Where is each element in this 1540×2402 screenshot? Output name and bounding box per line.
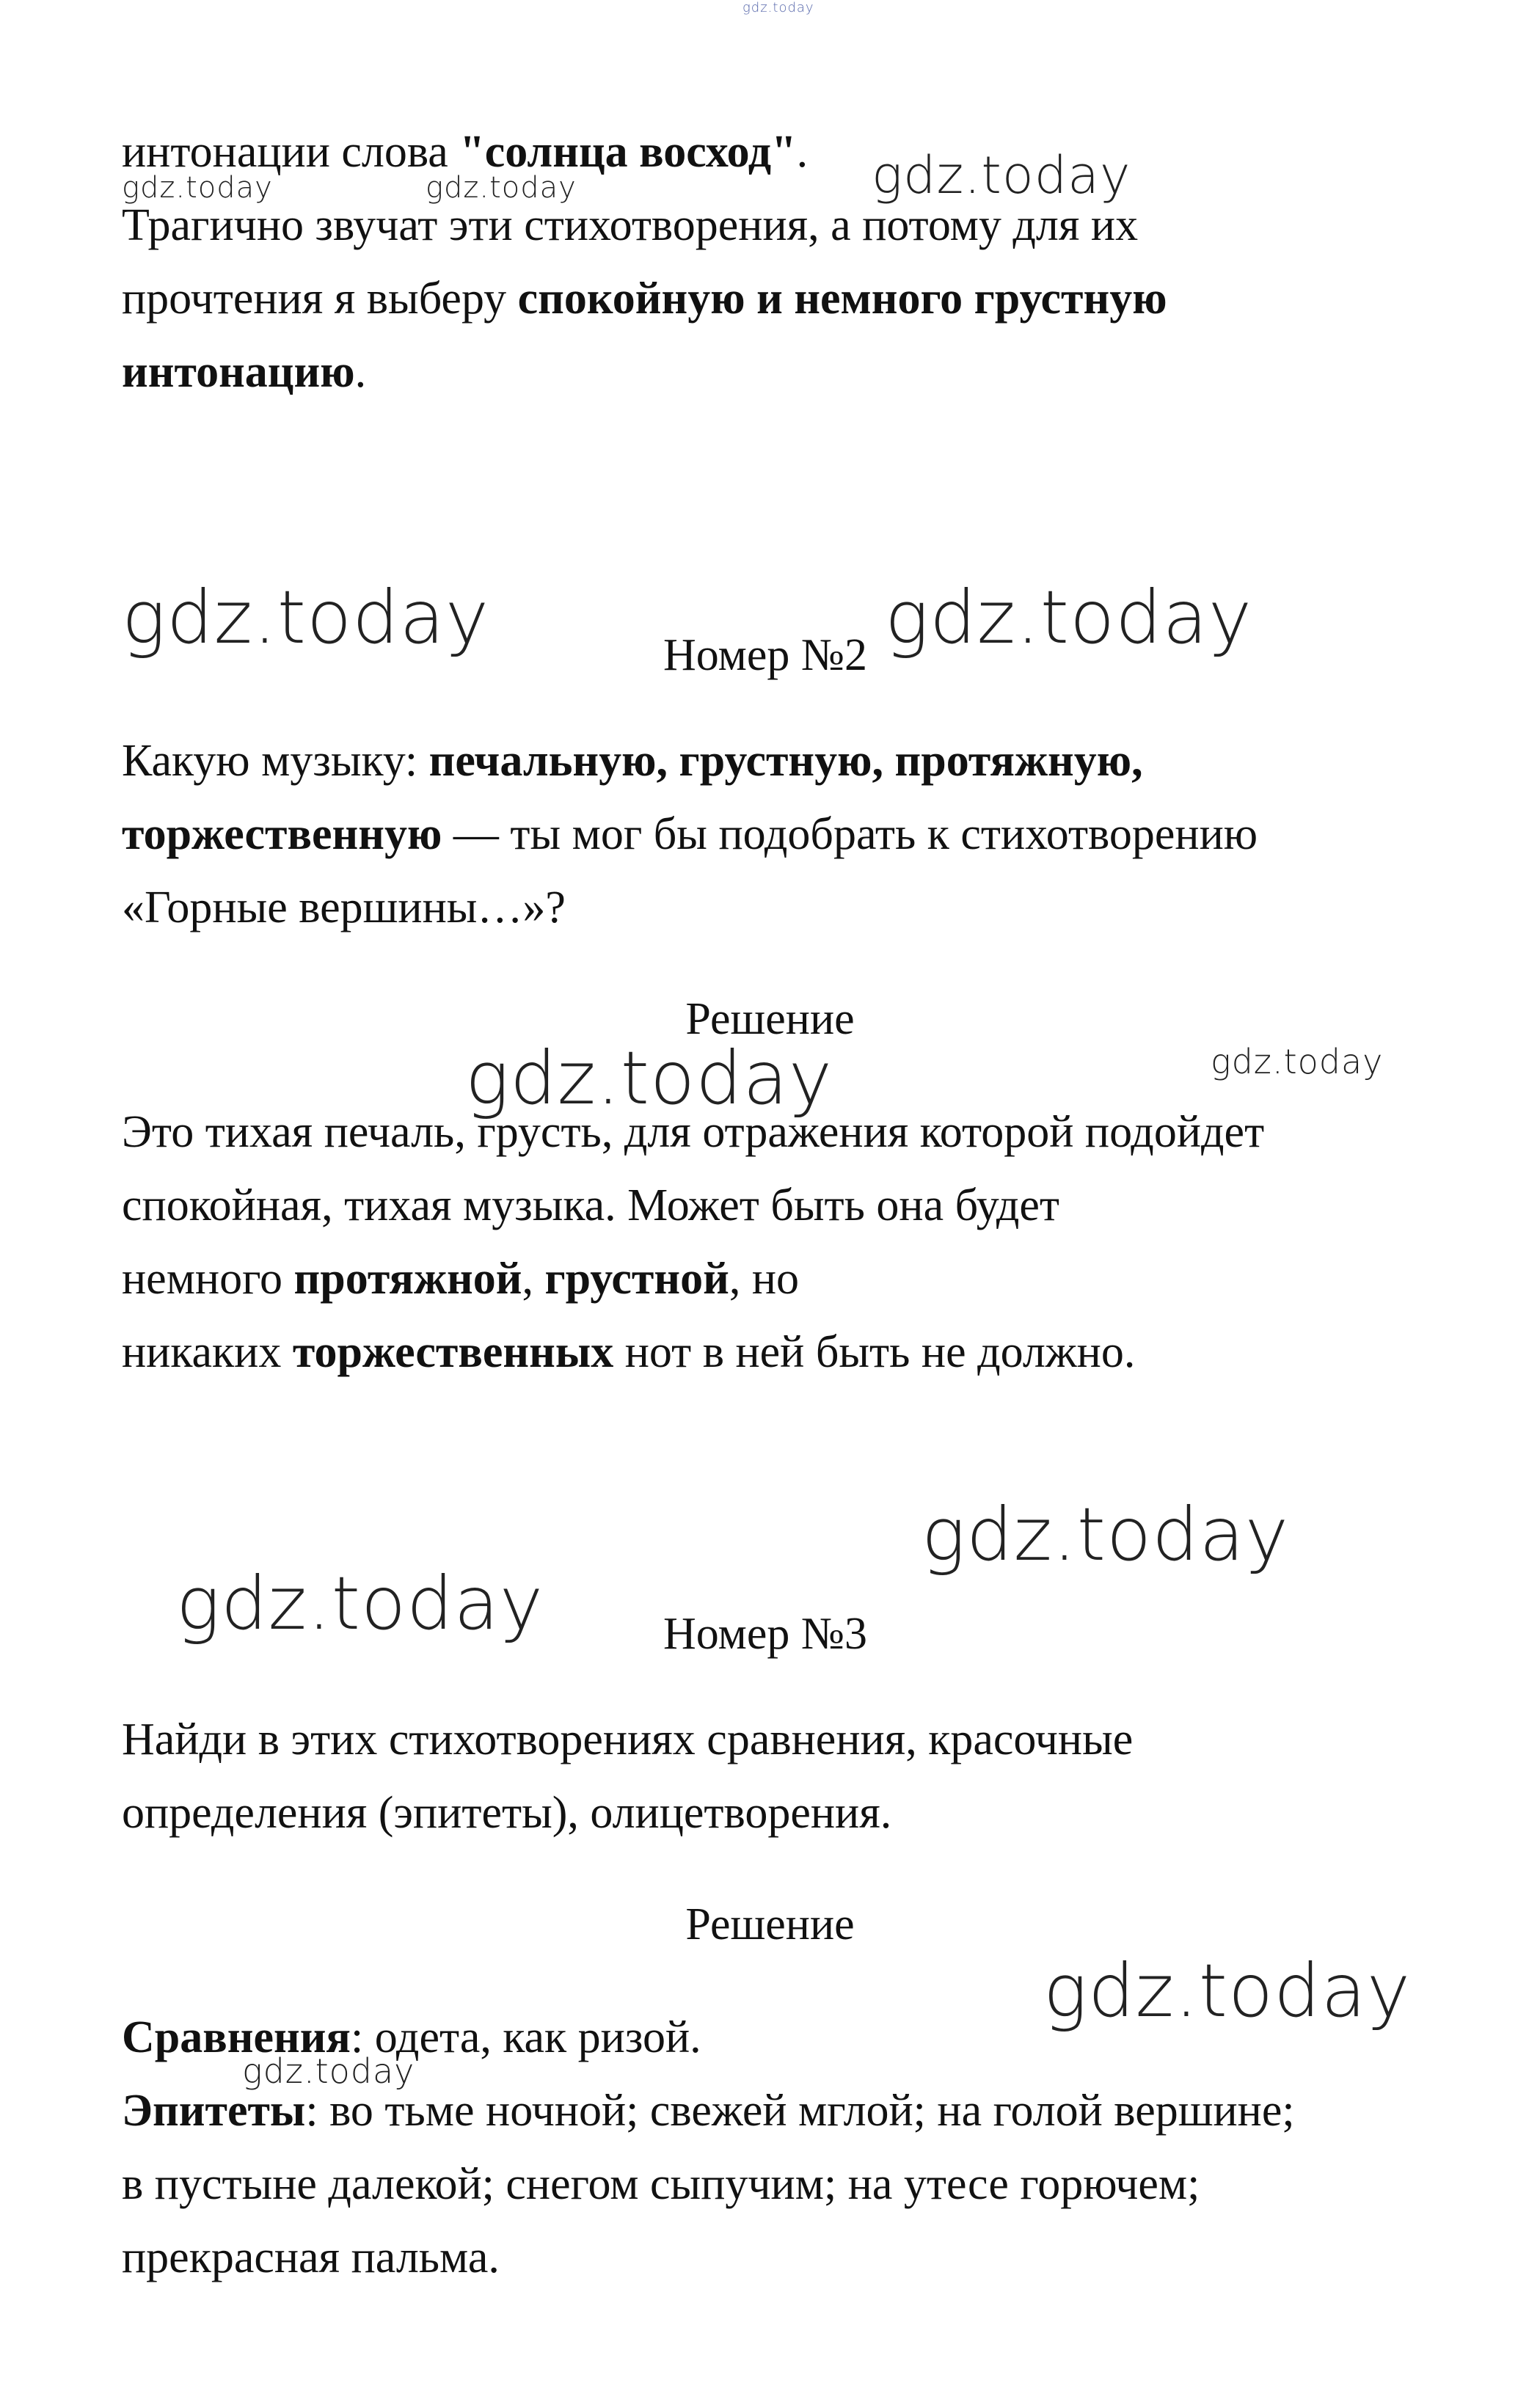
task3-answer-line-3: в пустыне далекой; снегом сыпучим; на утесе горючем; [122, 2159, 1200, 2209]
task3-question-line-2: определения (эпитеты), олицетворения. [122, 1788, 892, 1838]
task2-question-line-1: Какую музыку: печальную, грустную, протяжную, [122, 736, 1143, 786]
watermark: gdz.today [1211, 1042, 1384, 1081]
intro-line-1: интонации слова "солнца восход". [122, 127, 809, 177]
watermark: gdz.today [426, 171, 577, 205]
task3-answer-line-1: Сравнения: одета, как ризой. [122, 2012, 701, 2062]
task2-solution-label: Решение [685, 994, 855, 1044]
watermark: gdz.today [922, 1492, 1290, 1577]
task2-heading: Номер №2 [663, 630, 868, 680]
task3-heading: Номер №3 [663, 1609, 868, 1659]
watermark: gdz.today [176, 1560, 544, 1646]
watermark: gdz.today [122, 171, 273, 205]
watermark: gdz.today [885, 574, 1253, 660]
task2-answer-line-4: никаких торжественных нот в ней быть не должно. [122, 1327, 1136, 1377]
watermark: gdz.today [242, 2051, 415, 2091]
task2-answer-line-1: Это тихая печаль, грусть, для отражения которой подойдет [122, 1107, 1265, 1157]
watermark: gdz.today [872, 145, 1131, 205]
task3-solution-label: Решение [685, 1899, 855, 1949]
task2-answer-line-3: немного протяжной, грустной, но [122, 1254, 799, 1304]
watermark: gdz.today [1043, 1948, 1412, 2034]
intro-phrase-bold: "солнца восход" [459, 127, 797, 177]
intro-line-4: интонацию. [122, 347, 367, 397]
watermark-top: gdz.today [742, 0, 814, 15]
task3-question-line-1: Найди в этих стихотворениях сравнения, красочные [122, 1715, 1134, 1764]
task2-answer-line-2: спокойная, тихая музыка. Может быть она будет [122, 1180, 1060, 1230]
watermark: gdz.today [465, 1035, 833, 1121]
task2-question-line-3: «Горные вершины…»? [122, 883, 566, 932]
intro-line-2: Трагично звучат эти стихотворения, а потому для их [122, 200, 1139, 250]
intro-line-3: прочтения я выберу спокойную и немного грустную [122, 274, 1167, 324]
watermark: gdz.today [122, 574, 490, 660]
task2-question-line-2: торжественную — ты мог бы подобрать к стихотворению [122, 809, 1258, 859]
task3-answer-line-4: прекрасная пальма. [122, 2233, 500, 2282]
task3-answer-line-2: Эпитеты: во тьме ночной; свежей мглой; на голой вершине; [122, 2086, 1295, 2136]
